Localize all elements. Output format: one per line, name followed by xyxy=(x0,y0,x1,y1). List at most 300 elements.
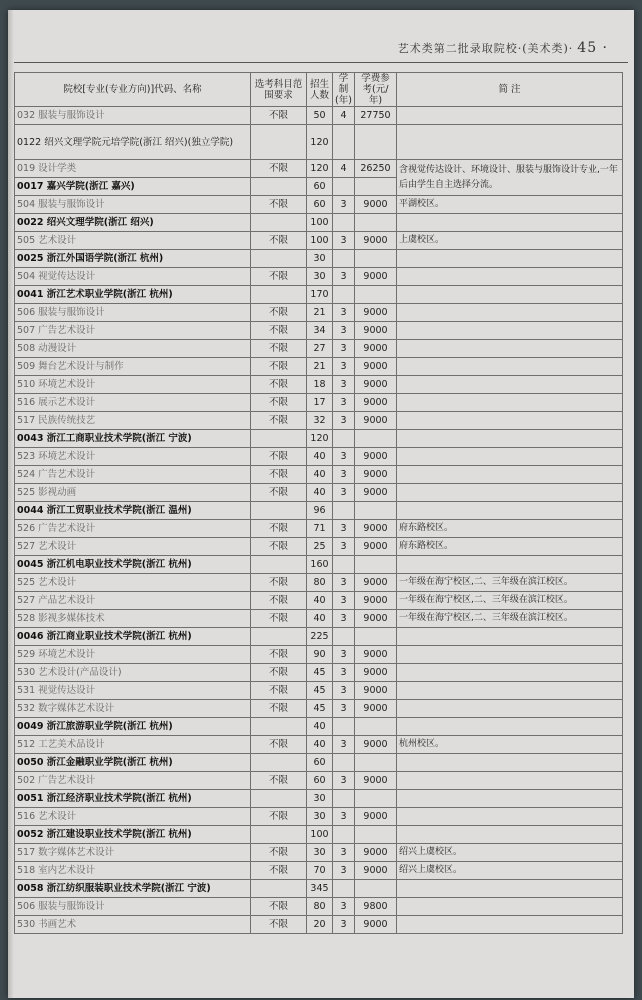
cell-name: 532 数字媒体艺术设计 xyxy=(15,700,251,718)
school-row xyxy=(15,718,623,736)
cell-subject: 不限 xyxy=(251,322,307,340)
cell-name: 0041 浙江艺术职业学院(浙江 杭州) xyxy=(15,286,251,304)
cell-subject xyxy=(251,826,307,844)
cell-fee: 9000 xyxy=(355,862,397,880)
cell-subject: 不限 xyxy=(251,520,307,538)
cell-quota: 60 xyxy=(307,754,333,772)
cell-name: 506 服装与服饰设计 xyxy=(15,898,251,916)
cell-name: 516 艺术设计 xyxy=(15,808,251,826)
cell-subject xyxy=(251,502,307,520)
cell-name: 527 艺术设计 xyxy=(15,538,251,556)
major-row xyxy=(15,520,623,538)
cell-years: 3 xyxy=(333,772,355,790)
cell-fee: 9000 xyxy=(355,520,397,538)
cell-name: 0046 浙江商业职业技术学院(浙江 杭州) xyxy=(15,628,251,646)
cell-fee: 9000 xyxy=(355,700,397,718)
cell-fee xyxy=(355,178,397,196)
major-row xyxy=(15,736,623,754)
major-row xyxy=(15,466,623,484)
cell-subject xyxy=(251,880,307,898)
cell-fee: 26250 xyxy=(355,160,397,178)
cell-note: 府东路校区。 xyxy=(397,538,623,556)
cell-name: 530 书画艺术 xyxy=(15,916,251,934)
cell-years: 3 xyxy=(333,844,355,862)
cell-note xyxy=(397,394,623,412)
cell-fee: 9000 xyxy=(355,592,397,610)
cell-fee: 9000 xyxy=(355,916,397,934)
cell-quota: 60 xyxy=(307,772,333,790)
major-row xyxy=(15,268,623,286)
cell-quota: 18 xyxy=(307,376,333,394)
cell-quota: 40 xyxy=(307,610,333,628)
cell-fee xyxy=(355,556,397,574)
cell-note-merged: 含视觉传达设计、环境设计、服装与服饰设计专业,一年后由学生自主选择分流。 xyxy=(397,160,623,196)
cell-years xyxy=(333,718,355,736)
cell-subject: 不限 xyxy=(251,232,307,250)
cell-years: 3 xyxy=(333,862,355,880)
cell-name: 0052 浙江建设职业技术学院(浙江 杭州) xyxy=(15,826,251,844)
cell-years xyxy=(333,826,355,844)
major-row xyxy=(15,700,623,718)
cell-name: 525 艺术设计 xyxy=(15,574,251,592)
cell-name: 502 广告艺术设计 xyxy=(15,772,251,790)
cell-note xyxy=(397,754,623,772)
cell-name: 512 工艺美术品设计 xyxy=(15,736,251,754)
cell-quota: 21 xyxy=(307,304,333,322)
cell-years: 3 xyxy=(333,682,355,700)
major-row xyxy=(15,232,623,250)
cell-years xyxy=(333,790,355,808)
cell-note xyxy=(397,628,623,646)
col-header-note: 简 注 xyxy=(397,73,623,107)
cell-fee: 9000 xyxy=(355,646,397,664)
cell-note xyxy=(397,107,623,125)
major-row xyxy=(15,646,623,664)
major-row xyxy=(15,682,623,700)
cell-note: 一年级在海宁校区,二、三年级在滨江校区。 xyxy=(397,592,623,610)
cell-note: 一年级在海宁校区,二、三年级在滨江校区。 xyxy=(397,574,623,592)
cell-fee xyxy=(355,826,397,844)
admission-table xyxy=(14,72,623,934)
cell-subject: 不限 xyxy=(251,772,307,790)
cell-fee: 9800 xyxy=(355,898,397,916)
school-row xyxy=(15,754,623,772)
cell-years: 3 xyxy=(333,898,355,916)
cell-quota: 32 xyxy=(307,412,333,430)
cell-fee: 9000 xyxy=(355,538,397,556)
cell-years: 3 xyxy=(333,484,355,502)
cell-quota: 50 xyxy=(307,107,333,125)
cell-note xyxy=(397,304,623,322)
cell-note xyxy=(397,340,623,358)
cell-note xyxy=(397,125,623,160)
cell-subject xyxy=(251,628,307,646)
cell-quota: 120 xyxy=(307,160,333,178)
cell-subject: 不限 xyxy=(251,448,307,466)
col-header-fee: 学费参考(元/年) xyxy=(355,73,397,107)
major-row xyxy=(15,916,623,934)
table-header-row xyxy=(15,73,623,107)
cell-years: 3 xyxy=(333,376,355,394)
cell-subject: 不限 xyxy=(251,340,307,358)
cell-note xyxy=(397,412,623,430)
page-number: 45 · xyxy=(577,40,608,56)
cell-name: 0051 浙江经济职业技术学院(浙江 杭州) xyxy=(15,790,251,808)
cell-fee: 27750 xyxy=(355,107,397,125)
cell-subject: 不限 xyxy=(251,466,307,484)
cell-note: 府东路校区。 xyxy=(397,520,623,538)
cell-name: 506 服装与服饰设计 xyxy=(15,304,251,322)
cell-years xyxy=(333,250,355,268)
cell-subject xyxy=(251,556,307,574)
cell-quota: 27 xyxy=(307,340,333,358)
cell-quota: 20 xyxy=(307,916,333,934)
cell-name: 526 广告艺术设计 xyxy=(15,520,251,538)
cell-quota: 30 xyxy=(307,790,333,808)
cell-subject xyxy=(251,250,307,268)
cell-name: 505 艺术设计 xyxy=(15,232,251,250)
cell-fee: 9000 xyxy=(355,232,397,250)
cell-note xyxy=(397,466,623,484)
cell-years: 3 xyxy=(333,808,355,826)
cell-years: 3 xyxy=(333,232,355,250)
cell-fee: 9000 xyxy=(355,574,397,592)
cell-note xyxy=(397,826,623,844)
major-row xyxy=(15,844,623,862)
cell-subject: 不限 xyxy=(251,538,307,556)
cell-fee: 9000 xyxy=(355,808,397,826)
school-row xyxy=(15,790,623,808)
cell-quota: 160 xyxy=(307,556,333,574)
cell-quota: 100 xyxy=(307,232,333,250)
cell-fee: 9000 xyxy=(355,466,397,484)
cell-name: 529 环境艺术设计 xyxy=(15,646,251,664)
major-row xyxy=(15,808,623,826)
cell-subject xyxy=(251,430,307,448)
cell-subject: 不限 xyxy=(251,107,307,125)
cell-quota: 45 xyxy=(307,700,333,718)
cell-years xyxy=(333,125,355,160)
major-row xyxy=(15,304,623,322)
cell-name: 032 服装与服饰设计 xyxy=(15,107,251,125)
cell-note xyxy=(397,448,623,466)
major-row xyxy=(15,538,623,556)
cell-years: 3 xyxy=(333,448,355,466)
cell-name: 528 影视多媒体技术 xyxy=(15,610,251,628)
cell-note: 绍兴上虞校区。 xyxy=(397,862,623,880)
cell-note xyxy=(397,664,623,682)
cell-note: 杭州校区。 xyxy=(397,736,623,754)
cell-name: 530 艺术设计(产品设计) xyxy=(15,664,251,682)
cell-quota: 30 xyxy=(307,250,333,268)
cell-years xyxy=(333,628,355,646)
cell-years xyxy=(333,430,355,448)
cell-years xyxy=(333,556,355,574)
cell-subject: 不限 xyxy=(251,916,307,934)
cell-years: 4 xyxy=(333,107,355,125)
cell-note xyxy=(397,268,623,286)
cell-quota: 40 xyxy=(307,484,333,502)
cell-fee: 9000 xyxy=(355,682,397,700)
col-header-name: 院校[专业(专业方向)]代码、名称 xyxy=(15,73,251,107)
cell-years: 3 xyxy=(333,610,355,628)
cell-subject xyxy=(251,214,307,232)
cell-subject: 不限 xyxy=(251,196,307,214)
cell-quota: 80 xyxy=(307,574,333,592)
cell-name: 510 环境艺术设计 xyxy=(15,376,251,394)
cell-years xyxy=(333,286,355,304)
major-row xyxy=(15,862,623,880)
running-header xyxy=(398,40,608,56)
cell-quota: 21 xyxy=(307,358,333,376)
cell-fee: 9000 xyxy=(355,322,397,340)
cell-note xyxy=(397,682,623,700)
cell-quota: 40 xyxy=(307,718,333,736)
cell-fee: 9000 xyxy=(355,304,397,322)
cell-fee xyxy=(355,250,397,268)
cell-note xyxy=(397,700,623,718)
major-row xyxy=(15,376,623,394)
cell-quota: 70 xyxy=(307,862,333,880)
school-row xyxy=(15,125,623,160)
cell-fee xyxy=(355,125,397,160)
cell-name: 509 舞台艺术设计与制作 xyxy=(15,358,251,376)
cell-fee: 9000 xyxy=(355,394,397,412)
cell-name: 516 展示艺术设计 xyxy=(15,394,251,412)
major-row xyxy=(15,160,623,178)
book-page xyxy=(8,10,634,998)
cell-subject: 不限 xyxy=(251,268,307,286)
cell-subject xyxy=(251,125,307,160)
cell-quota: 71 xyxy=(307,520,333,538)
cell-name: 0122 绍兴文理学院元培学院(浙江 绍兴)(独立学院) xyxy=(15,125,251,160)
cell-note xyxy=(397,214,623,232)
cell-name: 508 动漫设计 xyxy=(15,340,251,358)
cell-years: 3 xyxy=(333,538,355,556)
col-header-years: 学制(年) xyxy=(333,73,355,107)
cell-name: 525 影视动画 xyxy=(15,484,251,502)
cell-subject: 不限 xyxy=(251,592,307,610)
cell-name: 523 环境艺术设计 xyxy=(15,448,251,466)
cell-fee: 9000 xyxy=(355,664,397,682)
cell-years xyxy=(333,214,355,232)
school-row xyxy=(15,214,623,232)
cell-years: 3 xyxy=(333,196,355,214)
cell-note xyxy=(397,286,623,304)
cell-quota: 40 xyxy=(307,448,333,466)
cell-years: 3 xyxy=(333,916,355,934)
cell-name: 524 广告艺术设计 xyxy=(15,466,251,484)
cell-name: 0017 嘉兴学院(浙江 嘉兴) xyxy=(15,178,251,196)
cell-name: 0044 浙江工贸职业技术学院(浙江 温州) xyxy=(15,502,251,520)
col-header-subject: 选考科目范围要求 xyxy=(251,73,307,107)
school-row xyxy=(15,502,623,520)
cell-fee: 9000 xyxy=(355,484,397,502)
cell-note xyxy=(397,916,623,934)
cell-note xyxy=(397,646,623,664)
cell-years: 3 xyxy=(333,646,355,664)
major-row xyxy=(15,898,623,916)
cell-subject: 不限 xyxy=(251,664,307,682)
cell-name: 0043 浙江工商职业技术学院(浙江 宁波) xyxy=(15,430,251,448)
cell-subject xyxy=(251,286,307,304)
cell-fee: 9000 xyxy=(355,412,397,430)
cell-quota: 30 xyxy=(307,268,333,286)
cell-quota: 90 xyxy=(307,646,333,664)
cell-years: 3 xyxy=(333,520,355,538)
cell-fee xyxy=(355,430,397,448)
cell-subject: 不限 xyxy=(251,160,307,178)
school-row xyxy=(15,826,623,844)
cell-years: 3 xyxy=(333,394,355,412)
cell-fee: 9000 xyxy=(355,736,397,754)
cell-subject: 不限 xyxy=(251,358,307,376)
cell-subject: 不限 xyxy=(251,844,307,862)
school-row xyxy=(15,628,623,646)
cell-name: 517 民族传统技艺 xyxy=(15,412,251,430)
cell-subject xyxy=(251,790,307,808)
cell-subject: 不限 xyxy=(251,412,307,430)
cell-note xyxy=(397,718,623,736)
cell-note xyxy=(397,898,623,916)
cell-name: 504 服装与服饰设计 xyxy=(15,196,251,214)
cell-quota: 40 xyxy=(307,592,333,610)
cell-subject xyxy=(251,178,307,196)
cell-subject: 不限 xyxy=(251,574,307,592)
cell-subject: 不限 xyxy=(251,304,307,322)
cell-fee xyxy=(355,790,397,808)
cell-name: 0050 浙江金融职业学院(浙江 杭州) xyxy=(15,754,251,772)
cell-quota: 80 xyxy=(307,898,333,916)
cell-quota: 170 xyxy=(307,286,333,304)
cell-quota: 60 xyxy=(307,196,333,214)
cell-quota: 45 xyxy=(307,682,333,700)
cell-quota: 30 xyxy=(307,808,333,826)
cell-quota: 40 xyxy=(307,736,333,754)
cell-quota: 100 xyxy=(307,214,333,232)
cell-quota: 30 xyxy=(307,844,333,862)
school-row xyxy=(15,556,623,574)
cell-fee xyxy=(355,286,397,304)
cell-name: 531 视觉传达设计 xyxy=(15,682,251,700)
major-row xyxy=(15,107,623,125)
cell-quota: 25 xyxy=(307,538,333,556)
cell-fee: 9000 xyxy=(355,196,397,214)
cell-fee xyxy=(355,754,397,772)
cell-name: 0022 绍兴文理学院(浙江 绍兴) xyxy=(15,214,251,232)
cell-fee xyxy=(355,880,397,898)
cell-years: 3 xyxy=(333,412,355,430)
major-row xyxy=(15,340,623,358)
cell-subject xyxy=(251,754,307,772)
cell-name: 0058 浙江纺织服装职业技术学院(浙江 宁波) xyxy=(15,880,251,898)
cell-subject: 不限 xyxy=(251,898,307,916)
cell-subject xyxy=(251,718,307,736)
cell-quota: 120 xyxy=(307,430,333,448)
cell-fee: 9000 xyxy=(355,610,397,628)
cell-name: 0049 浙江旅游职业学院(浙江 杭州) xyxy=(15,718,251,736)
cell-years xyxy=(333,754,355,772)
cell-years: 3 xyxy=(333,322,355,340)
cell-years: 3 xyxy=(333,358,355,376)
cell-note xyxy=(397,880,623,898)
cell-years: 3 xyxy=(333,574,355,592)
cell-note xyxy=(397,772,623,790)
cell-fee: 9000 xyxy=(355,340,397,358)
cell-fee: 9000 xyxy=(355,358,397,376)
cell-fee xyxy=(355,502,397,520)
cell-years: 3 xyxy=(333,736,355,754)
major-row xyxy=(15,322,623,340)
cell-name: 517 数字媒体艺术设计 xyxy=(15,844,251,862)
major-row xyxy=(15,448,623,466)
major-row xyxy=(15,394,623,412)
cell-note xyxy=(397,808,623,826)
cell-subject: 不限 xyxy=(251,610,307,628)
major-row xyxy=(15,412,623,430)
major-row xyxy=(15,196,623,214)
cell-name: 527 产品艺术设计 xyxy=(15,592,251,610)
school-row xyxy=(15,430,623,448)
school-row xyxy=(15,880,623,898)
cell-note xyxy=(397,502,623,520)
major-row xyxy=(15,592,623,610)
cell-years xyxy=(333,880,355,898)
cell-note xyxy=(397,376,623,394)
cell-years: 3 xyxy=(333,304,355,322)
cell-quota: 100 xyxy=(307,826,333,844)
cell-fee xyxy=(355,214,397,232)
school-row xyxy=(15,250,623,268)
cell-subject: 不限 xyxy=(251,376,307,394)
cell-note: 平湖校区。 xyxy=(397,196,623,214)
cell-name: 504 视觉传达设计 xyxy=(15,268,251,286)
major-row xyxy=(15,664,623,682)
cell-years xyxy=(333,178,355,196)
cell-fee xyxy=(355,718,397,736)
cell-fee xyxy=(355,628,397,646)
cell-fee: 9000 xyxy=(355,376,397,394)
cell-subject: 不限 xyxy=(251,862,307,880)
cell-quota: 45 xyxy=(307,664,333,682)
cell-note xyxy=(397,358,623,376)
cell-fee: 9000 xyxy=(355,268,397,286)
major-row xyxy=(15,574,623,592)
cell-name: 507 广告艺术设计 xyxy=(15,322,251,340)
cell-subject: 不限 xyxy=(251,484,307,502)
cell-fee: 9000 xyxy=(355,772,397,790)
cell-quota: 96 xyxy=(307,502,333,520)
cell-subject: 不限 xyxy=(251,736,307,754)
cell-years: 3 xyxy=(333,466,355,484)
cell-quota: 225 xyxy=(307,628,333,646)
cell-note xyxy=(397,250,623,268)
cell-fee: 9000 xyxy=(355,844,397,862)
cell-note xyxy=(397,484,623,502)
cell-name: 019 设计学类 xyxy=(15,160,251,178)
cell-fee: 9000 xyxy=(355,448,397,466)
cell-subject: 不限 xyxy=(251,646,307,664)
cell-note xyxy=(397,556,623,574)
header-title: 艺术类第二批录取院校·(美术类)· xyxy=(397,42,574,55)
school-row xyxy=(15,286,623,304)
cell-quota: 17 xyxy=(307,394,333,412)
cell-note: 上虞校区。 xyxy=(397,232,623,250)
col-header-quota: 招生人数 xyxy=(307,73,333,107)
cell-quota: 40 xyxy=(307,466,333,484)
cell-subject: 不限 xyxy=(251,682,307,700)
cell-name: 518 室内艺术设计 xyxy=(15,862,251,880)
